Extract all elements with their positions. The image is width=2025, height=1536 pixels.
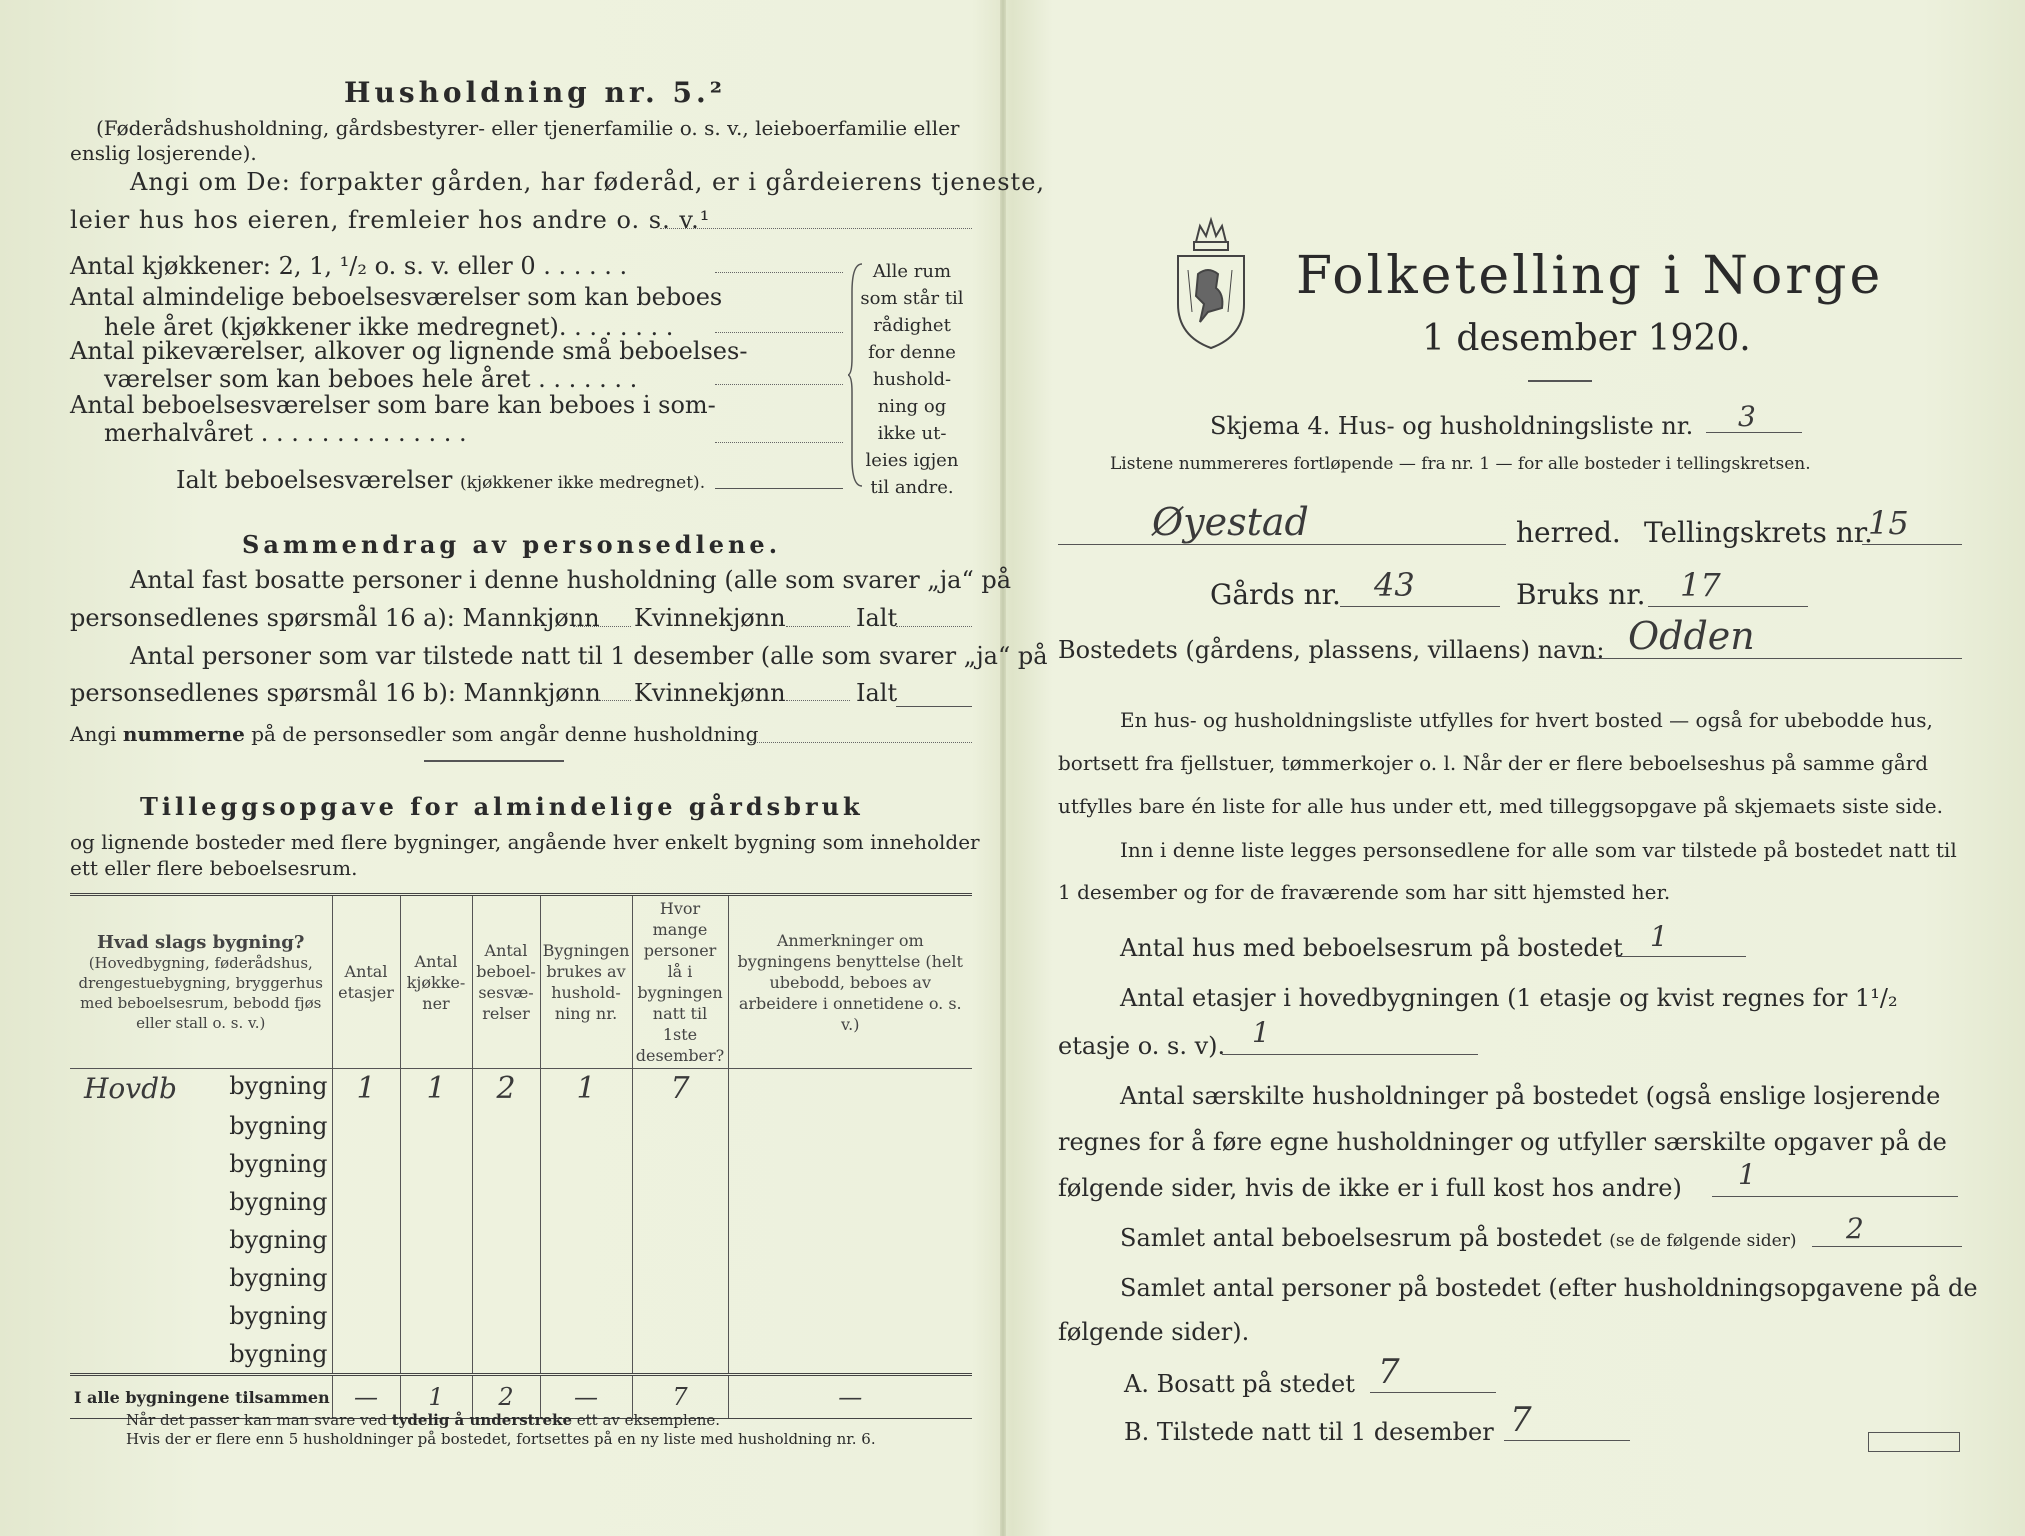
footnote-1-bold: tydelig å understreke: [391, 1411, 572, 1429]
cell-brukes[interactable]: [540, 1335, 632, 1375]
building-type-value: Hovdb: [84, 1071, 177, 1105]
ialt-rooms-answer-line[interactable]: [715, 488, 843, 489]
tilstede-value[interactable]: 7: [1510, 1400, 1532, 1440]
cell-boelser[interactable]: [472, 1107, 540, 1145]
cell-brukes[interactable]: [540, 1107, 632, 1145]
cell-etasjer[interactable]: [332, 1297, 400, 1335]
herred-line: [1058, 544, 1506, 545]
table-row: [70, 1335, 972, 1375]
side-note-line: ikke ut-: [877, 423, 947, 444]
footnote-2: Hvis der er flere enn 5 husholdninger på bostedet, fortsettes på en ny liste med husholdning nr. 6.: [126, 1430, 876, 1448]
rooms-line-1: Antal kjøkkener: 2, 1, ¹/₂ o. s. v. eller 0 . . . . . .: [70, 252, 628, 280]
para2-line-2: 1 desember og for de fraværende som har sitt hjemsted her.: [1058, 880, 1671, 904]
bosatt-label: A. Bosatt på stedet: [1124, 1370, 1355, 1398]
side-note-line: ning og: [877, 396, 947, 417]
cell-boelser[interactable]: [472, 1145, 540, 1183]
ialt-rooms-text: Ialt beboelsesværelser: [176, 466, 453, 494]
cell-personer[interactable]: [632, 1221, 728, 1259]
side-note-line: for denne: [868, 342, 956, 363]
building-suffix: bygning: [229, 1150, 328, 1178]
angi-line-2: leier hus hos eieren, fremleier hos andre o. s. v.¹: [70, 206, 711, 234]
building-type-cell[interactable]: [70, 1259, 332, 1297]
para1-line-3: utfylles bare én liste for alle hus under ett, med tilleggsopgave på skjemaets siste side.: [1058, 794, 1943, 818]
bosatt-value[interactable]: 7: [1378, 1352, 1400, 1392]
col-type-title: Hvad slags bygning?: [97, 931, 305, 953]
skjema-nr-value[interactable]: 3: [1738, 400, 1756, 433]
tillegg-line-1: og lignende bosteder med flere bygninger, angående hver enkelt bygning som inneholder: [70, 830, 980, 854]
cell-etasjer[interactable]: [332, 1107, 400, 1145]
side-note-line: Alle rum: [872, 261, 952, 282]
tilstede-kvinne-line[interactable]: [786, 700, 850, 701]
kitchens-answer-line[interactable]: [715, 272, 843, 273]
herred-label: herred.: [1516, 516, 1621, 549]
bosatte-ialt-line[interactable]: [896, 626, 972, 627]
rooms-answer-line[interactable]: [715, 332, 843, 333]
cell-anm[interactable]: [728, 1107, 972, 1145]
krets-line: [1862, 544, 1962, 545]
col-kjokkener-header: Antal kjøkke-ner: [400, 895, 472, 1069]
hus-value[interactable]: 1: [1650, 920, 1668, 953]
cell-kjokkener[interactable]: [400, 1107, 472, 1145]
cell-brukes[interactable]: [540, 1297, 632, 1335]
tilstede-ialt-line[interactable]: [896, 706, 972, 707]
side-note-line: hushold-: [872, 369, 952, 390]
total-boelser[interactable]: 2: [472, 1375, 540, 1419]
building-suffix: bygning: [229, 1302, 328, 1330]
cell-kjokkener[interactable]: [400, 1145, 472, 1183]
ialt-rooms-note: (kjøkkener ikke medregnet).: [459, 473, 706, 493]
norway-coat-of-arms-icon: [1170, 212, 1252, 352]
husholdn-line-1: Antal særskilte husholdninger på bostedet (også enslige losjerende: [1120, 1082, 1941, 1110]
table-row: [70, 1259, 972, 1297]
cell-anm[interactable]: [728, 1297, 972, 1335]
summary-line-1: Antal fast bosatte personer i denne husholdning (alle som svarer „ja“ på: [130, 566, 1012, 594]
gards-value[interactable]: 43: [1374, 566, 1415, 604]
angi-nummerne-bold: nummerne: [122, 722, 245, 746]
cell-kjokkener[interactable]: [400, 1259, 472, 1297]
cell-etasjer[interactable]: [332, 1183, 400, 1221]
cell-personer[interactable]: [632, 1335, 728, 1375]
cell-boelser[interactable]: 2: [472, 1069, 540, 1108]
printer-stamp: [1868, 1432, 1960, 1452]
title-divider: [1528, 380, 1592, 382]
rooms-line-2: Antal almindelige beboelsesværelser som kan beboes: [70, 283, 723, 311]
cell-boelser[interactable]: [472, 1183, 540, 1221]
col-type-desc: (Hovedbygning, føderådshus, drengestuebygning, bryggerhus med beboelsesrum, bebodd fjøs eller stall o. s. v.): [78, 953, 323, 1032]
census-title: Folketelling i Norge: [1296, 246, 1884, 306]
table-row: [70, 1221, 972, 1259]
building-suffix: bygning: [229, 1188, 328, 1216]
total-brukes[interactable]: —: [540, 1375, 632, 1419]
bosatte-mann-line[interactable]: [573, 626, 631, 627]
total-etasjer[interactable]: —: [332, 1375, 400, 1419]
cell-brukes[interactable]: [540, 1183, 632, 1221]
cell-brukes[interactable]: [540, 1221, 632, 1259]
para1-line-1: En hus- og husholdningsliste utfylles for hvert bosted — også for ubebodde hus,: [1120, 708, 1933, 732]
cell-personer[interactable]: [632, 1107, 728, 1145]
building-type-cell[interactable]: [70, 1069, 332, 1108]
husholdn-value[interactable]: 1: [1738, 1158, 1756, 1191]
household-intro-1: (Føderådshusholdning, gårdsbestyrer- eller tjenerfamilie o. s. v., leieboerfamilie eller: [96, 116, 960, 140]
para1-line-2: bortsett fra fjellstuer, tømmerkojer o. l. Når der er flere beboelseshus på samme gård: [1058, 751, 1929, 775]
angi-line-1: Angi om De: forpakter gården, har føderåd, er i gårdeierens tjeneste,: [130, 168, 1046, 196]
bosted-label: Bostedets (gårdens, plassens, villaens) navn:: [1058, 636, 1605, 664]
samlet-pers-line-2: følgende sider).: [1058, 1318, 1250, 1346]
building-suffix: bygning: [229, 1226, 328, 1254]
buildings-table: [70, 893, 972, 1419]
gards-line: [1340, 606, 1500, 607]
cell-anm[interactable]: [728, 1259, 972, 1297]
col-etasjer-header: Antal etasjer: [332, 895, 400, 1069]
table-row: [70, 1183, 972, 1221]
footnote-1: [126, 1411, 720, 1429]
kvinne-label-2: Kvinnekjønn: [634, 679, 786, 707]
page-fold: [1000, 0, 1006, 1536]
col-anm-header: Anmerkninger om bygningens benyttelse (helt ubebodd, beboes av arbeidere i onnetidene o. s. v.): [737, 930, 963, 1034]
gards-label: Gårds nr.: [1210, 578, 1341, 611]
building-type-cell[interactable]: [70, 1335, 332, 1375]
cell-kjokkener[interactable]: [400, 1297, 472, 1335]
total-personer[interactable]: 7: [632, 1375, 728, 1419]
tillegg-line-2: ett eller flere beboelsesrum.: [70, 856, 358, 880]
bosted-line: [1580, 658, 1962, 659]
col-type-header: [70, 895, 332, 1069]
tilstede-mann-line[interactable]: [573, 700, 631, 701]
census-date: 1 desember 1920.: [1422, 318, 1751, 359]
bosatte-kvinne-line[interactable]: [786, 626, 850, 627]
summary-line-2: personsedlenes spørsmål 16 a): Mannkjønn: [70, 604, 600, 632]
table-header-row: [70, 895, 972, 1069]
cell-personer[interactable]: 7: [632, 1069, 728, 1108]
herred-value[interactable]: Øyestad: [1152, 500, 1309, 544]
cell-etasjer[interactable]: [332, 1145, 400, 1183]
tilstede-line: [1504, 1440, 1630, 1441]
building-suffix: bygning: [229, 1340, 328, 1368]
cell-anm[interactable]: [728, 1221, 972, 1259]
building-type-cell[interactable]: [70, 1183, 332, 1221]
tillegg-title: Tilleggsopgave for almindelige gårdsbruk: [140, 792, 864, 821]
tilstede-label: B. Tilstede natt til 1 desember: [1124, 1418, 1494, 1446]
side-note-line: til andre.: [870, 477, 954, 498]
building-type-cell[interactable]: [70, 1145, 332, 1183]
building-type-cell[interactable]: [70, 1107, 332, 1145]
cell-anm[interactable]: [728, 1069, 972, 1108]
cell-personer[interactable]: [632, 1259, 728, 1297]
cell-personer[interactable]: [632, 1297, 728, 1335]
building-type-cell[interactable]: [70, 1297, 332, 1335]
total-kjokkener[interactable]: 1: [400, 1375, 472, 1419]
samlet-rum-line: [1812, 1246, 1962, 1247]
household-title: Husholdning nr. 5.²: [344, 76, 727, 109]
footnote-1-post: ett av eksemplene.: [576, 1411, 721, 1429]
cell-personer[interactable]: [632, 1183, 728, 1221]
bruks-label: Bruks nr.: [1516, 578, 1646, 611]
cell-personer[interactable]: [632, 1145, 728, 1183]
col-boelser-header: Antal beboel-sesvæ-relser: [472, 895, 540, 1069]
col-brukes-header: Bygningen brukes av hushold-ning nr.: [540, 895, 632, 1069]
side-note-line: leies igjen: [865, 450, 959, 471]
building-suffix: bygning: [229, 1071, 328, 1100]
samlet-rum-note: (se de følgende sider): [1609, 1231, 1797, 1251]
angi-nummerne-pre: Angi: [70, 722, 117, 746]
cell-anm[interactable]: [728, 1145, 972, 1183]
krets-label: Tellingskrets nr.: [1644, 516, 1873, 549]
summary-line-4: personsedlenes spørsmål 16 b): Mannkjønn: [70, 679, 601, 707]
side-note: [852, 258, 972, 501]
cell-brukes[interactable]: 1: [540, 1069, 632, 1108]
skjema-label: Skjema 4. Hus- og husholdningsliste nr.: [1210, 412, 1694, 440]
listene-note: Listene nummereres fortløpende — fra nr. 1 — for alle bosteder i tellingskretsen.: [1110, 454, 1811, 474]
husholdn-answer-line: [1712, 1196, 1958, 1197]
ialt-rooms-label: [176, 466, 705, 494]
ialt-label-1: Ialt: [856, 604, 898, 632]
samlet-rum-value[interactable]: 2: [1846, 1212, 1864, 1245]
hus-line: [1616, 956, 1746, 957]
cell-kjokkener[interactable]: 1: [400, 1069, 472, 1108]
krets-value[interactable]: 15: [1868, 504, 1909, 542]
cell-kjokkener[interactable]: [400, 1183, 472, 1221]
ialt-label-2: Ialt: [856, 679, 898, 707]
total-anm[interactable]: —: [728, 1375, 972, 1419]
cell-brukes[interactable]: [540, 1259, 632, 1297]
angi-answer-line[interactable]: [660, 228, 972, 229]
kvinne-label-1: Kvinnekjønn: [634, 604, 786, 632]
etasjer-line-2: etasje o. s. v).: [1058, 1032, 1226, 1060]
small-rooms-answer-line[interactable]: [715, 384, 843, 385]
table-row: [70, 1069, 972, 1108]
samlet-rum-text: Samlet antal beboelsesrum på bostedet: [1120, 1224, 1602, 1252]
total-label: I alle bygningene tilsammen: [70, 1375, 332, 1419]
etasjer-line-1: Antal etasjer i hovedbygningen (1 etasje og kvist regnes for 1¹/₂: [1120, 984, 1898, 1012]
cell-etasjer[interactable]: [332, 1335, 400, 1375]
hus-label: Antal hus med beboelsesrum på bostedet: [1120, 934, 1623, 962]
bruks-line: [1648, 606, 1808, 607]
cell-kjokkener[interactable]: [400, 1335, 472, 1375]
building-suffix: bygning: [229, 1264, 328, 1292]
building-suffix: bygning: [229, 1112, 328, 1140]
cell-brukes[interactable]: [540, 1145, 632, 1183]
side-note-line: som står til: [860, 288, 964, 309]
side-note-line: rådighet: [873, 315, 951, 336]
cell-etasjer[interactable]: 1: [332, 1069, 400, 1108]
samlet-pers-line-1: Samlet antal personer på bostedet (efter husholdningsopgavene på de: [1120, 1274, 1978, 1302]
summary-title: Sammendrag av personsedlene.: [242, 530, 782, 559]
summary-line-3: Antal personer som var tilstede natt til 1 desember (alle som svarer „ja“ på: [130, 642, 1048, 670]
cell-anm[interactable]: [728, 1335, 972, 1375]
cell-boelser[interactable]: [472, 1259, 540, 1297]
husholdn-line-3: følgende sider, hvis de ikke er i full kost hos andre): [1058, 1174, 1682, 1202]
table-row: [70, 1297, 972, 1335]
cell-kjokkener[interactable]: [400, 1221, 472, 1259]
husholdn-line-2: regnes for å føre egne husholdninger og utfyller særskilte opgaver på de: [1058, 1128, 1947, 1156]
samlet-rum-label: [1120, 1224, 1796, 1252]
building-type-cell[interactable]: [70, 1221, 332, 1259]
section-divider: [424, 760, 564, 762]
para2-line-1: Inn i denne liste legges personsedlene for alle som var tilstede på bostedet natt til: [1120, 838, 1957, 862]
angi-nummerne-post: på de personsedler som angår denne husholdning: [251, 722, 759, 746]
cell-boelser[interactable]: [472, 1221, 540, 1259]
cell-etasjer[interactable]: [332, 1259, 400, 1297]
bosted-value[interactable]: Odden: [1628, 614, 1755, 658]
rooms-line-3: hele året (kjøkkener ikke medregnet). . . . . . . .: [104, 313, 674, 341]
cell-boelser[interactable]: [472, 1335, 540, 1375]
rooms-line-6: Antal beboelsesværelser som bare kan beboes i som-: [70, 391, 716, 419]
angi-nummerne: [70, 722, 758, 746]
rooms-line-5: værelser som kan beboes hele året . . . . . . .: [104, 365, 638, 393]
etasjer-answer-line: [1222, 1054, 1478, 1055]
rooms-line-7: merhalvåret . . . . . . . . . . . . . .: [104, 419, 467, 447]
cell-etasjer[interactable]: [332, 1221, 400, 1259]
rooms-line-4: Antal pikeværelser, alkover og lignende små beboelses-: [70, 337, 748, 365]
angi-nummerne-line[interactable]: [750, 742, 972, 743]
etasjer-value[interactable]: 1: [1252, 1016, 1270, 1049]
household-intro-2: enslig losjerende).: [70, 141, 257, 165]
table-row: [70, 1107, 972, 1145]
col-personer-header: Hvor mange personer lå i bygningen natt til 1ste desember?: [632, 895, 728, 1069]
table-row: [70, 1145, 972, 1183]
summer-rooms-answer-line[interactable]: [715, 442, 843, 443]
bosatt-line: [1370, 1392, 1496, 1393]
footnote-1-pre: Når det passer kan man svare ved: [126, 1411, 387, 1429]
cell-anm[interactable]: [728, 1183, 972, 1221]
bruks-value[interactable]: 17: [1680, 566, 1721, 604]
cell-boelser[interactable]: [472, 1297, 540, 1335]
